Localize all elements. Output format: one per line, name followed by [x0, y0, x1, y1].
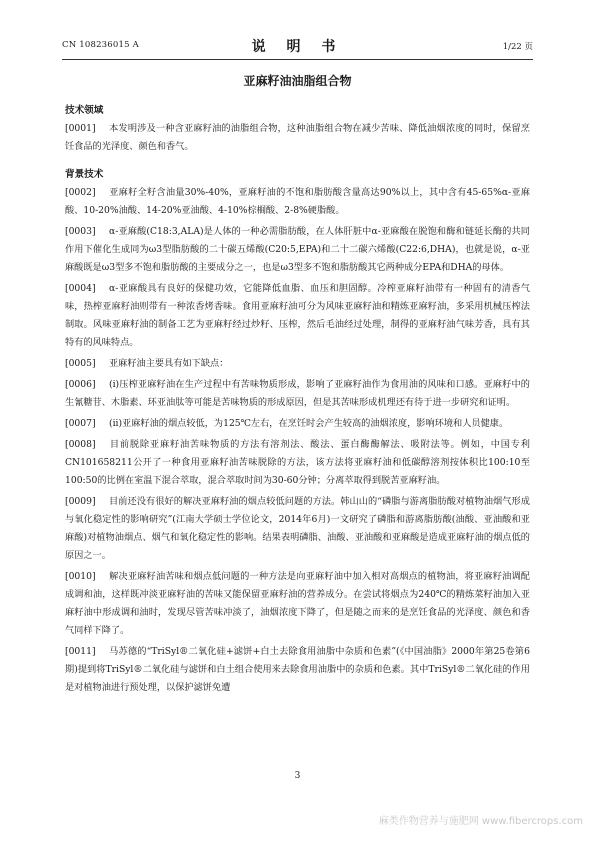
paragraph-number: [0009] — [65, 496, 96, 507]
paragraph — [65, 355, 530, 373]
paragraph — [65, 568, 530, 640]
paragraph-number: [0004] — [65, 283, 96, 294]
paragraph-number: [0003] — [65, 226, 96, 237]
paragraph — [65, 184, 530, 220]
document-type: 说 明 书 — [251, 39, 344, 55]
paragraph-text: α-亚麻酸(C18:3,ALA)是人体的一种必需脂肪酸，在人体肝脏中α-亚麻酸在脱饱和酶和链延长酶的共同作用下催化生成同为ω3型脂肪酸的二十碳五烯酸(C20:5,EPA)和二十二碳六烯酸(C22:6,DHA)，也就是说，α-亚麻酸既是ω3型多不饱和脂肪酸的主要成分之一，也是ω3型多不饱和脂肪酸其它两种成分EPA和DHA的母体。 — [65, 226, 530, 273]
paragraph — [65, 120, 530, 156]
paragraph-number: [0006] — [65, 379, 96, 390]
paragraph — [65, 415, 530, 433]
header-divider — [62, 59, 533, 60]
patent-number: CN 108236015 A — [62, 40, 139, 50]
paragraph — [65, 223, 530, 277]
paragraph-number: [0007] — [65, 418, 96, 429]
paragraph — [65, 643, 530, 697]
page-header — [62, 36, 533, 56]
paragraph-text: (ii)亚麻籽油的烟点较低，为125℃左右，在烹饪时会产生较高的油烟浓度，影响环境和人员健康。 — [109, 418, 509, 429]
paragraph-number: [0011] — [65, 646, 96, 657]
page-info: 1/22 页 — [502, 42, 533, 52]
document-title: 亚麻籽油油脂组合物 — [243, 74, 352, 88]
paragraph — [65, 493, 530, 565]
paragraph-text: 亚麻籽全籽含油量30%-40%，亚麻籽油的不饱和脂肪酸含量高达90%以上，其中含有45-65%α-亚麻酸、10-20%油酸、14-20%亚油酸、4-10%棕榈酸、2-8%硬脂酸。 — [65, 187, 530, 216]
paragraph-text: 亚麻籽油主要具有如下缺点： — [109, 358, 229, 369]
paragraph-text: 目前还没有很好的解决亚麻籽油的烟点较低问题的方法。韩山山的“磷脂与游离脂肪酸对植物油烟气形成与氧化稳定性的影响研究”(江南大学硕士学位论文，2014年6月)一文研究了磷脂和游离脂肪酸(油酸、亚油酸和亚麻酸)对植物油烟点、烟气和氧化稳定性的影响。结果表明磷脂、油酸、亚油酸和亚麻酸是造成亚麻籽油的烟点低的原因之一。 — [65, 496, 530, 561]
paragraph-number: [0005] — [65, 358, 96, 369]
watermark: 麻类作物营养与施肥网 www.fibercrops.com — [378, 816, 583, 827]
section-heading: 技术领域 — [65, 105, 104, 116]
document-body — [65, 102, 530, 700]
paragraph-number: [0001] — [65, 123, 96, 134]
paragraph-number: [0010] — [65, 571, 96, 582]
page-number: 3 — [294, 771, 301, 781]
paragraph-number: [0002] — [65, 187, 96, 198]
paragraph-text: (i)压榨亚麻籽油在生产过程中有苦味物质形成，影响了亚麻籽油作为食用油的风味和口感。亚麻籽中的生氰糖苷、木脂素、环亚油肽等可能是苦味物质的形成原因，但是其苦味形成机理还有待于进一步研究和证明。 — [65, 379, 530, 408]
paragraph-text: 目前脱除亚麻籽油苦味物质的方法有溶剂法、酸法、蛋白酶酶解法、吸附法等。例如，中国专利CN101658211公开了一种食用亚麻籽油苦味脱除的方法，该方法将亚麻籽油和低碳醇溶剂按体积比100:10至100:50的比例在室温下混合萃取，混合萃取时间为30-60分钟；分离萃取得到脱苦亚麻籽油。 — [65, 439, 530, 486]
paragraph-text: 解决亚麻籽油苦味和烟点低问题的一种方法是向亚麻籽油中加入相对高烟点的植物油，将亚麻籽油调配成调和油，这样既冲淡亚麻籽油的苦味又能保留亚麻籽油的营养成分。在尝试将烟点为240℃的精炼菜籽油加入亚麻籽油中形成调和油时，发现尽管苦味冲淡了，油烟浓度下降了，但是随之而来的是烹饪食品的光泽度、颜色和香气同样下降了。 — [65, 571, 530, 636]
paragraph-number: [0008] — [65, 439, 96, 450]
paragraph-text: α-亚麻酸具有良好的保健功效，它能降低血脂、血压和胆固醇。冷榨亚麻籽油带有一种固有的清香气味，热榨亚麻籽油则带有一种浓香烤香味。食用亚麻籽油可分为风味亚麻籽油和精炼亚麻籽油，多采用机械压榨法制取。风味亚麻籽油的制备工艺为亚麻籽经过炒籽、压榨，然后毛油经过处理，制得的亚麻籽油气味芳香，具有其特有的风味特点。 — [65, 283, 530, 348]
paragraph-text: 本发明涉及一种含亚麻籽油的油脂组合物，这种油脂组合物在减少苦味、降低油烟浓度的同时，保留烹饪食品的光泽度、颜色和香气。 — [65, 123, 530, 152]
paragraph — [65, 376, 530, 412]
section-heading: 背景技术 — [65, 169, 104, 180]
paragraph — [65, 436, 530, 490]
paragraph — [65, 280, 530, 352]
paragraph-text: 马苏德的“TriSyl®二氧化硅+滤饼+白土去除食用油脂中杂质和色素”(《中国油脂》2000年第25卷第6期)提到将TriSyl®二氧化硅与滤饼和白土组合使用来去除食用油脂中的杂质和色素。其中TriSyl®二氧化硅的作用是对植物油进行预处理，以保护滤饼免遭 — [65, 646, 530, 693]
